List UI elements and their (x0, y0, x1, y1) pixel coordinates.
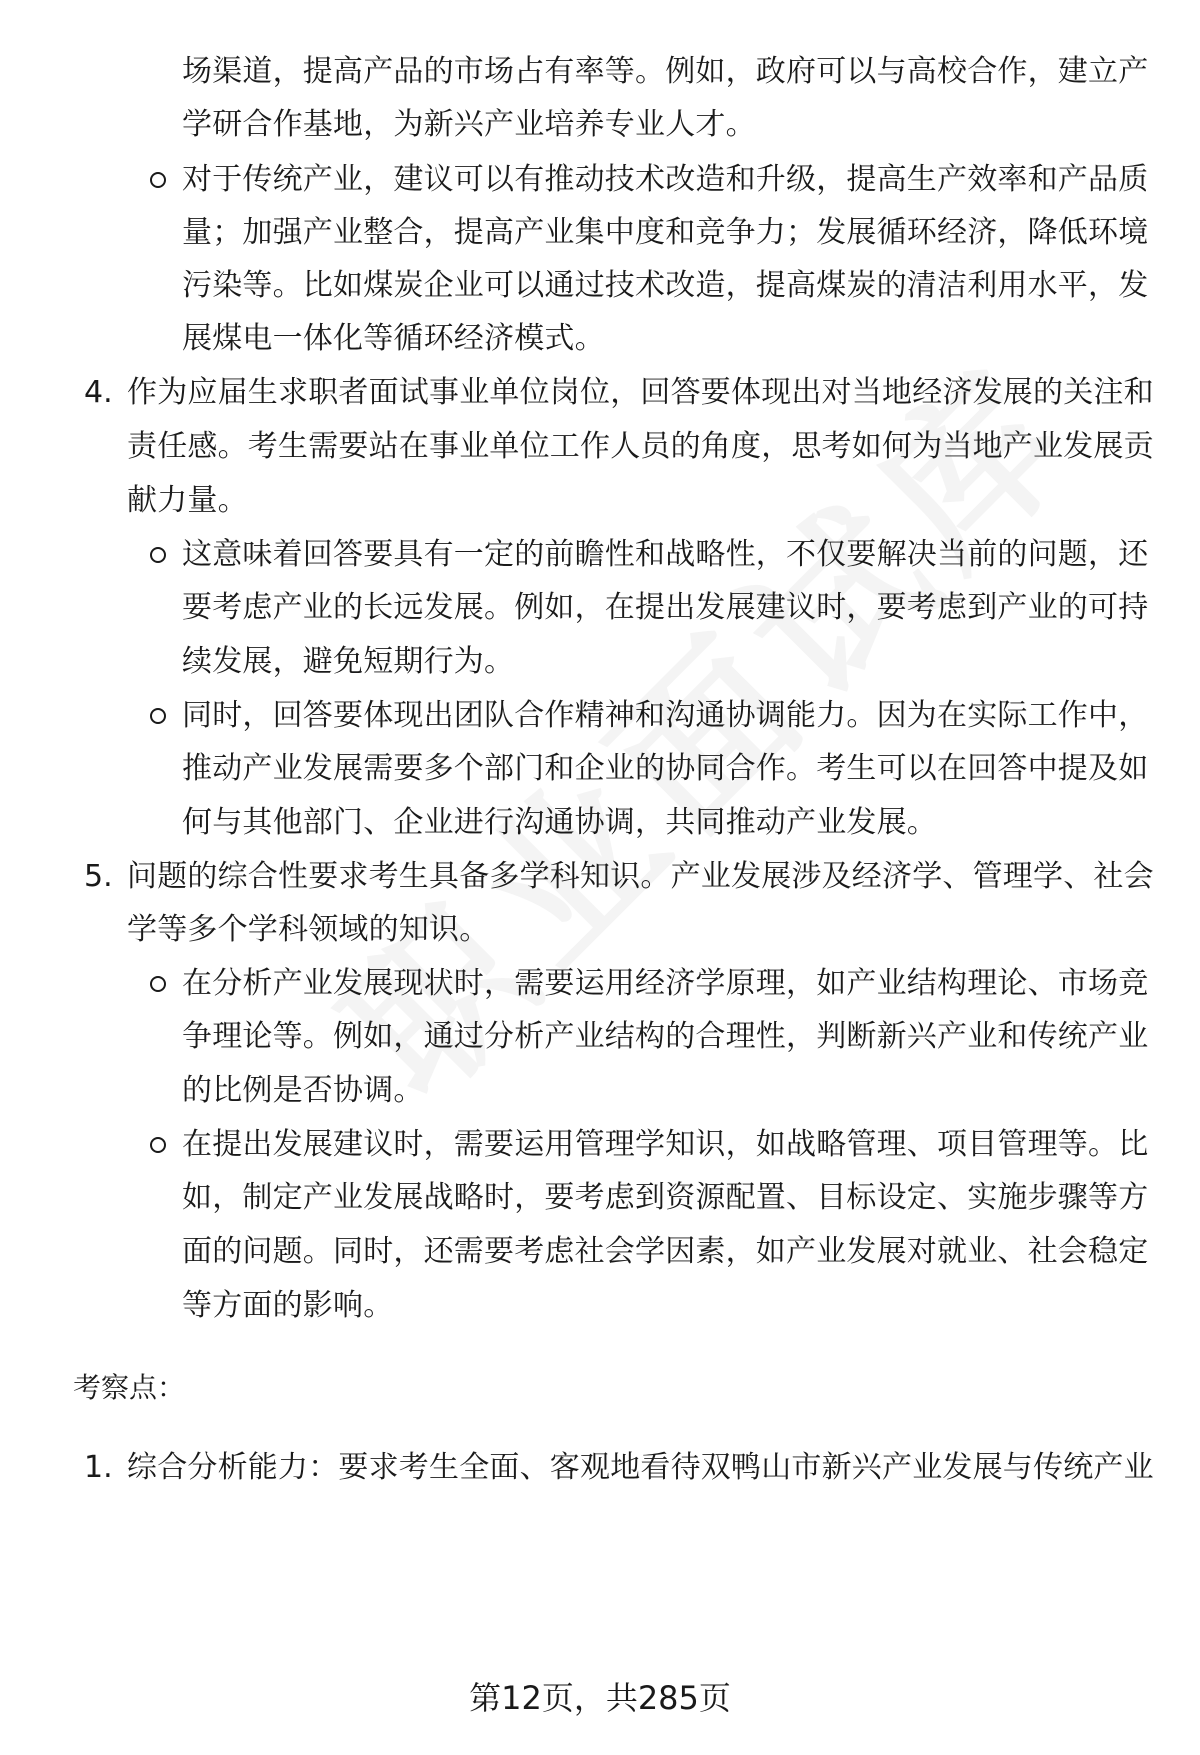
bullet-icon (150, 976, 166, 992)
numbered-line: 责任感。考生需要站在事业单位工作人员的角度，思考如何为当地产业发展贡 (127, 429, 1154, 464)
bullet-line: 这意味着回答要具有一定的前瞻性和战略性，不仅要解决当前的问题，还 (182, 537, 1149, 572)
numbered-line: 作为应届生求职者面试事业单位岗位，回答要体现出对当地经济发展的关注和 (127, 375, 1154, 410)
bullet-icon (150, 172, 166, 188)
bullet-icon (150, 547, 166, 563)
bullet-line: 量；加强产业整合，提高产业集中度和竞争力；发展循环经济，降低环境 (182, 215, 1149, 250)
bullet-line: 在分析产业发展现状时，需要运用经济学原理，如产业结构理论、市场竞 (182, 966, 1149, 1001)
bullet-line: 面的问题。同时，还需要考虑社会学因素，如产业发展对就业、社会稳定 (182, 1234, 1149, 1269)
bullet-line: 污染等。比如煤炭企业可以通过技术改造，提高煤炭的清洁利用水平，发 (182, 268, 1149, 303)
bullet-line: 展煤电一体化等循环经济模式。 (182, 321, 605, 356)
bullet-line: 何与其他部门、企业进行沟通协调，共同推动产业发展。 (182, 805, 937, 840)
bullet-line: 要考虑产业的长远发展。例如，在提出发展建议时，要考虑到产业的可持 (182, 590, 1149, 625)
page-footer: 第12页，共285页 (469, 1679, 731, 1717)
numbered-line: 学等多个学科领域的知识。 (127, 912, 490, 947)
numbered-line: 问题的综合性要求考生具备多学科知识。产业发展涉及经济学、管理学、社会 (127, 859, 1154, 894)
list-number: 4. (84, 375, 113, 410)
section-heading: 考察点： (73, 1371, 186, 1404)
bullet-line: 对于传统产业，建议可以有推动技术改造和升级，提高生产效率和产品质 (182, 162, 1149, 197)
bullet-line: 在提出发展建议时，需要运用管理学知识，如战略管理、项目管理等。比 (182, 1127, 1149, 1162)
list-number: 5. (84, 859, 113, 894)
bullet-line: 等方面的影响。 (182, 1288, 394, 1323)
bullet-line: 的比例是否协调。 (182, 1073, 424, 1108)
bullet-line: 推动产业发展需要多个部门和企业的协同合作。考生可以在回答中提及如 (182, 751, 1149, 786)
bullet-line: 同时，回答要体现出团队合作精神和沟通协调能力。因为在实际工作中， (182, 698, 1149, 733)
bullet-icon (150, 708, 166, 724)
bullet-line: 如，制定产业发展战略时，要考虑到资源配置、目标设定、实施步骤等方 (182, 1180, 1149, 1215)
numbered-line: 综合分析能力：要求考生全面、客观地看待双鸭山市新兴产业发展与传统产业 (127, 1450, 1154, 1485)
bullet-icon (150, 1137, 166, 1153)
list-number: 1. (84, 1450, 113, 1485)
numbered-line: 献力量。 (127, 483, 248, 518)
bullet-line: 争理论等。例如，通过分析产业结构的合理性，判断新兴产业和传统产业 (182, 1019, 1149, 1054)
paragraph-line: 学研合作基地，为新兴产业培养专业人才。 (182, 107, 756, 142)
bullet-line: 续发展，避免短期行为。 (182, 644, 515, 679)
paragraph-line: 场渠道，提高产品的市场占有率等。例如，政府可以与高校合作，建立产 (182, 54, 1149, 89)
